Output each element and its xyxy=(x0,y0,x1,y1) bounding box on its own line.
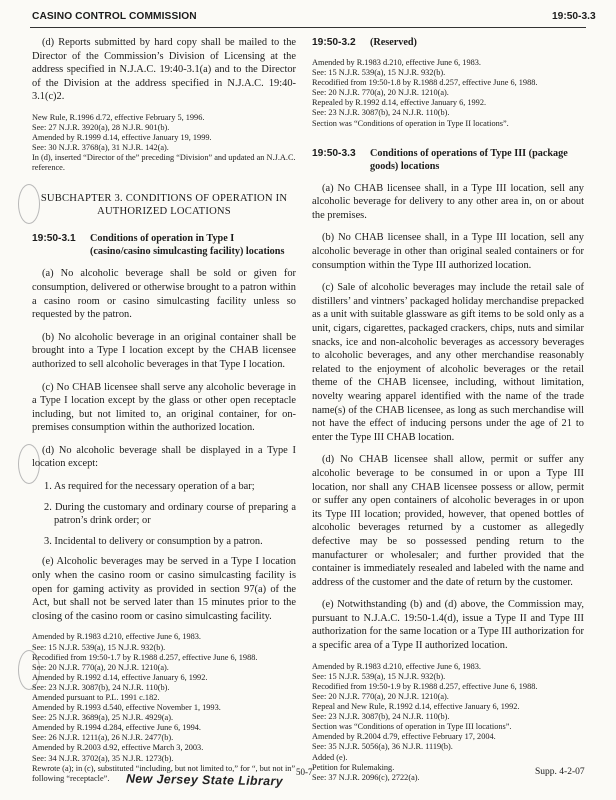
header-rule xyxy=(30,27,586,28)
section-title: (Reserved) xyxy=(370,37,417,48)
list-item: 3. Incidental to delivery or consumption by a patron. xyxy=(44,535,263,547)
right-column xyxy=(312,36,584,793)
section-title: Conditions of operation in Type I (casino/casino simulcasting facility) locations xyxy=(90,233,285,258)
running-header-title: CASINO CONTROL COMMISSION xyxy=(32,11,197,22)
section-heading-19-50-3-3 xyxy=(312,147,584,173)
history-note: New Rule, R.1996 d.72, effective February 5, 1996. See: 27 N.J.R. 3920(a), 28 N.J.R. 901(b). Amended by R.1999 d.14, effective January 19, 1999. See: 30 N.J.R. 3768(a), 31 N.J.R. 142(a). In (d), inserted “Director of the” preceding “Division” and updated an N.J.A.C. reference. xyxy=(32,112,296,173)
history-note: Amended by R.1983 d.210, effective June 6, 1983. See: 15 N.J.R. 539(a), 15 N.J.R. 932(b). Recodified from 19:50-1.9 by R.1988 d.257, effective June 6, 1988. See: 20 N.J.R. 770(a), 20 N.J.R. 1210(a). Repeal and New Rule, R.1992 d.14, effective January 6, 1992. See: 23 N.J.R. 3087(b), 24 N.J.R. 110(b). Section was “Conditions of operation in Type III locations”. Amended by R.2004 d.79, effective February 17, 2004. See: 35 N.J.R. 5056(a), 36 N.J.R. 1119(b). Added (e). Petition for Rulemaking. See: 37 N.J.R. 2096(c), 2722(a). xyxy=(312,661,538,782)
paragraph-d: (d) No CHAB licensee shall allow, permit or suffer any alcoholic beverage to be consumed in or upon a Type III location, nor shall any CHAB licensee possess or allow, permit or suffer any open containers of alcoholic beverages in or upon its Type III location; provided, however, that opened bottles of alcoholic beverages returned by a customer as allegedly defective may be so possessed pending return to the manufacturer or wholesaler; and further provided that the container is immediately resealed and labeled with the name and address of the customer and the date of return by the customer. xyxy=(312,454,584,588)
section-heading-19-50-3-2 xyxy=(312,36,584,49)
paragraph-a: (a) No CHAB licensee shall, in a Type III location, sell any alcoholic beverage for delivery to any other area in, on or about the premises. xyxy=(312,182,584,221)
section-title: Conditions of operations of Type III (package goods) locations xyxy=(370,147,568,172)
paragraph-b: (b) No alcoholic beverage in an original container shall be brought into a Type I location except by the CHAB licensee authorized to sell alcoholic beverages in that Type I location. xyxy=(32,331,296,370)
history-note: Amended by R.1983 d.210, effective June 6, 1983. See: 15 N.J.R. 539(a), 15 N.J.R. 932(b). Recodified from 19:50-1.8 by R.1988 d.257, effective June 6, 1988. See: 20 N.J.R. 770(a), 20 N.J.R. 1210(a). Repealed by R.1992 d.14, effective January 6, 1992. See: 23 N.J.R. 3087(b), 24 N.J.R. 110(b). Section was “Conditions of operation in Type II locations”. xyxy=(312,58,538,128)
paragraph-c: (c) Sale of alcoholic beverages may include the retail sale of distillers’ and vintners’ packaged holiday merchandise prepacked as a unit with suitable glassware as gift items to be sold only as a unit, cigars, cigarettes, packaged crackers, chips, nuts and similar snacks, ice and non-alcoholic beverages as accessory beverages to alcoholic beverages, and any other merchandise reasonably related to the enjoyment of alcoholic beverages or the retail theme of the CHAB licensee, including, without limitation, novelty wearing apparel identified with the name of the trade name(s) of the CHAB licensee, as long as such merchandise will not have the effect of inducing persons under the age of 21 to enter the Type III CHAB location. xyxy=(312,282,584,443)
section-number: 19:50-3.2 xyxy=(312,37,356,48)
library-stamp: New Jersey State Library xyxy=(125,771,284,789)
paragraph-e: (e) Notwithstanding (b) and (d) above, the Commission may, pursuant to N.J.A.C. 19:50-1.4(d), issue a Type II and Type III authorization for the same location or a Type III authorization for a specific area of a Type II authorized location. xyxy=(312,599,584,652)
running-header-section: 19:50-3.3 xyxy=(552,11,596,22)
subchapter-heading: SUBCHAPTER 3. CONDITIONS OF OPERATION IN AUTHORIZED LOCATIONS xyxy=(40,192,288,217)
paragraph-d-reports: (d) Reports submitted by hard copy shall be mailed to the Director of the Commission’s Division of Licensing at the address specified in N.J.A.C. 19:40-3.1(a) and to the Director of the Division at the address specified in N.J.A.C. 19:40-3.1(c)2. xyxy=(32,37,296,103)
history-note: Amended by R.1983 d.210, effective June 6, 1983. See: 15 N.J.R. 539(a), 15 N.J.R. 932(b). Recodified from 19:50-1.7 by R.1988 d.257, effective June 6, 1988. See: 20 N.J.R. 770(a), 20 N.J.R. 1210(a). Amended by R.1992 d.14, effective January 6, 1992. See: 23 N.J.R. 3087(b), 24 N.J.R. 110(b). Amended pursuant to P.L. 1991 c.182. Amended by R.1993 d.540, effective November 1, 1993. See: 25 N.J.R. 3689(a), 25 N.J.R. 4929(a). Amended by R.1994 d.284, effective June 6, 1994. See: 26 N.J.R. 1211(a), 26 N.J.R. 2477(b). Amended by R.2003 d.92, effective March 3, 2003. See: 34 N.J.R. 3702(a), 35 N.J.R. 1273(b). Rewrote (a); in (c), substituted “including, but not limited to,” for “, but not in” following “receptacle”. xyxy=(32,632,296,783)
paragraph-b: (b) No CHAB licensee shall, in a Type III location, sell any alcoholic beverage in other than original sealed containers or for consumption within the Type III authorized location. xyxy=(312,232,584,271)
list-item: 1. As required for the necessary operation of a bar; xyxy=(44,481,255,493)
list-item: 2. During the customary and ordinary course of preparing a patron’s drink order; or xyxy=(44,501,296,527)
paragraph-e: (e) Alcoholic beverages may be served in a Type I location only when the casino room or casino simulcasting facility is open for gaming activity as provided in section 97(a) of the Act, but shall not be served later than 15 minutes prior to the closing of the casino room or casino simulcasting facility. xyxy=(32,556,296,622)
paragraph-c: (c) No CHAB licensee shall serve any alcoholic beverage in a Type I location except by the glass or other open receptacle including, but not limited to, an original container, for on-premises consumption within the authorized location. xyxy=(32,381,296,434)
section-number: 19:50-3.1 xyxy=(32,233,76,245)
section-heading-19-50-3-1 xyxy=(32,232,296,258)
paragraph-a: (a) No alcoholic beverage shall be sold or given for consumption, delivered or otherwise brought to a patron within a casino room or casino simulcasting facility unless so requested by the patron. xyxy=(32,268,296,321)
supplement-date: Supp. 4-2-07 xyxy=(535,767,585,777)
page-number: 50-7 xyxy=(296,767,313,777)
left-column xyxy=(32,36,296,794)
paragraph-d: (d) No alcoholic beverage shall be displayed in a Type I location except: xyxy=(32,444,296,470)
section-number: 19:50-3.3 xyxy=(312,147,356,159)
